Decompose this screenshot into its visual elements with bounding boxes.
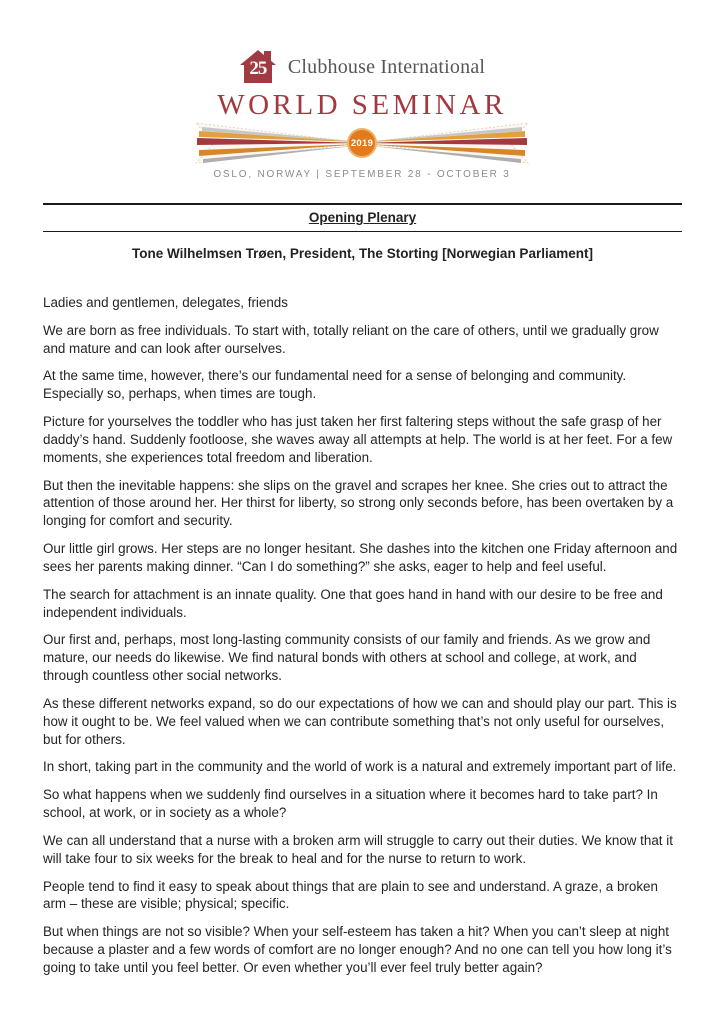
clubhouse-house-icon xyxy=(239,48,279,86)
paragraph: People tend to find it easy to speak about things that are plain to see and understand. A graze, a broken arm – these are visible; physical; specific. xyxy=(43,878,658,912)
paragraph: Our first and, perhaps, most long-lasting community consists of our family and friends. As we grow and mature, our needs do likewise. We find natural bonds with others at school and college, at work, and through countless other social networks. xyxy=(43,632,651,684)
paragraph: But when things are not so visible? When your self-esteem has taken a hit? When you can’t sleep at night because a plaster and a few words of comfort are no longer enough? And no one can tell you how long it’s going to take until you feel better. Or even whether you’ll ever feel truly better again? xyxy=(43,924,672,975)
year-badge xyxy=(347,128,377,158)
seminar-logo xyxy=(0,48,724,180)
paragraph: Picture for yourselves the toddler who has just taken her first faltering steps without the safe grasp of her daddy’s hand. Suddenly footloose, she waves away all attempts at help. The world is at her feet. For a few moments, she experiences total freedom and liberation. xyxy=(43,414,673,465)
paragraph: But then the inevitable happens: she slips on the gravel and scrapes her knee. She cries out to attract the attention of those around her. Her thirst for liberty, so strong only seconds before, has been overtaken by a longing for comfort and security. xyxy=(43,477,674,529)
location-dates: OSLO, NORWAY | SEPTEMBER 28 - OCTOBER 3 xyxy=(213,169,511,180)
session-title xyxy=(43,205,682,231)
paragraph: We are born as free individuals. To start with, totally reliant on the care of others, until we gradually grow and mature and can look after ourselves. xyxy=(43,322,659,356)
org-name: Clubhouse International xyxy=(287,55,486,78)
logo-top-row xyxy=(0,48,724,86)
paragraph: So what happens when we suddenly find ourselves in a situation where it becomes hard to take part? In school, at work, or in society as a whole? xyxy=(43,787,658,821)
speech-body xyxy=(43,294,684,987)
session-title-text: Opening Plenary xyxy=(308,210,417,225)
year-label: 2019 xyxy=(350,137,374,149)
plenary-header xyxy=(43,203,682,261)
ribbon-graphic xyxy=(192,120,532,166)
anniversary-number: 25 xyxy=(249,58,267,79)
paragraph: Ladies and gentlemen, delegates, friends xyxy=(43,295,288,310)
paragraph: The search for attachment is an innate quality. One that goes hand in hand with our desire to be free and independent individuals. xyxy=(43,586,663,620)
divider-bottom xyxy=(43,231,682,232)
paragraph: In short, taking part in the community and the world of work is a natural and extremely important part of life. xyxy=(43,759,677,775)
speaker-line: Tone Wilhelmsen Trøen, President, The Storting [Norwegian Parliament] xyxy=(132,246,593,261)
paragraph: At the same time, however, there’s our fundamental need for a sense of belonging and community. Especially so, perhaps, when times are tough. xyxy=(43,368,627,402)
paragraph: As these different networks expand, so do our expectations of how we can and should play our part. This is how it ought to be. We feel valued when we can contribute something that’s not only useful for ourselves, but for others. xyxy=(43,695,677,747)
event-name: WORLD SEMINAR xyxy=(217,89,507,121)
paragraph: We can all understand that a nurse with a broken arm will struggle to carry out their duties. We know that it will take four to six weeks for the break to heal and for the nurse to return to work. xyxy=(43,832,673,866)
paragraph: Our little girl grows. Her steps are no longer hesitant. She dashes into the kitchen one Friday afternoon and sees her parents making dinner. “Can I do something?” she asks, eager to help and feel useful. xyxy=(43,541,678,574)
